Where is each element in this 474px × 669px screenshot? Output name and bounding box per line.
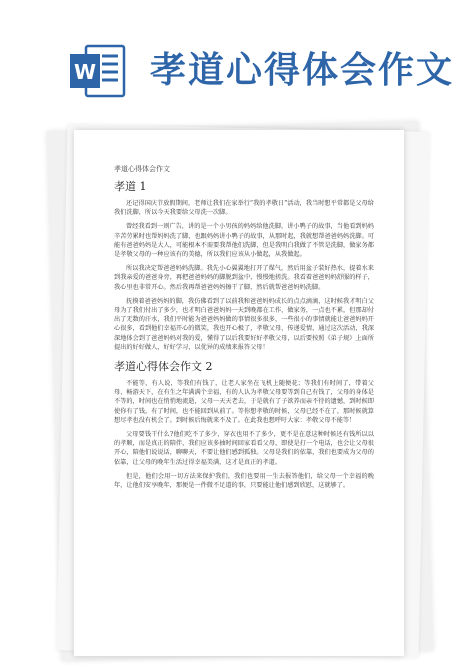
document-header: 孝道心得体会作文: [114, 165, 170, 173]
section-1-paragraph: 所以我决定帮爸爸妈妈洗脚。我先小心翼翼地打开了煤气，然后用盆子装好热水，提着水来到我亲爱的爸爸身旁，再把爸爸妈妈的脚脱到盆中，慢慢地搓洗。我看着爸爸妈妈舒服的样子，我心里也非常开心。然后我再帮爸爸妈妈擦干了脚，然后就帮爸爸妈妈洗脚。: [114, 265, 374, 291]
word-document-icon: [66, 40, 128, 102]
section-2-title: 孝道心得体会作文 2: [114, 360, 213, 374]
section-1-paragraph: 抚摸着爸爸妈妈的脚，我仿佛看到了以前我和爸爸妈妈成长的点点滴滴，这时候我才明白父母为了我们付出了多少，也才明白爸爸妈妈一天到晚都在工作，做家务，一点也不累，但那却付出了无数的汗水，我们平时能为爸爸妈妈做的事情很多很多，一些很小的事情就能让爸爸妈妈开心很多，看到他们幸福开心的微笑，我也开心极了，孝敬父母，传递爱情，通过这次活动，我深深地体会到了爸爸妈妈对我的爱，懂得了以后我要好好孝敬父母，以后要按照《弟子规》上面所提出的好好做人，好好学习，以优异的成绩来报答父母！: [114, 297, 374, 351]
section-1-paragraph: 曾经我看到一则广告，讲的是一个小男孩的妈妈给他洗脚，讲小鸭子的故事，当他看到妈妈辛苦劳累时也帮妈妈洗了脚，也跟妈妈讲小鸭子的故事，从那时起，我就想帮爸爸妈妈洗脚。可能有爸爸妈妈是大人，可能根本不需要我帮他们洗脚，但是我明白我做了不管是洗脚，做家务都是孝敬父母的一种应该有的美德，所以我们应该从小做起，从我做起。: [114, 223, 374, 259]
section-1-title: 孝道 1: [114, 180, 147, 193]
document-page: [74, 130, 404, 656]
header: [0, 0, 474, 120]
section-2-paragraph: 父母要钱干什么?他们吃不了多少，穿衣也用不了多少，更不是在意这种时候还有钱所以以的孝顺，而是真正的陪伴，我们应该多抽时间回家看看父母，即使是打一个电话，也会让父母很开心，陪他们说说话，聊聊天，不要让他们感到孤独。父母是我们的依靠，我们也要成为父母的依靠，让父母的晚年生活过得幸福美满，这才是真正的孝道。: [114, 431, 374, 466]
word-icon-letter: W: [73, 60, 97, 84]
section-1-paragraph: 还记得国庆节放假期间，老师让我们在家举行“我的孝敬日”活动，我当时想平常都是父母给我们洗脚，所以今天我要给父母洗一次脚。: [114, 200, 374, 217]
section-2-paragraph: 不能等，有人说，等我们有钱了，让老人家坐在飞机上随便花；等我们有时间了，带着父母，畅游天下，在有生之年满满个幸福，有的人认为孝敬父母要等到自己有钱了，父母的身体是不等的，时间也在悄悄地流逝，父母一天天老去，于是就有了子欲养而亲不待的遗憾，到时候即使你有了钱，有了时间，也不能回到从前了。等你想孝敬的时候，父母已经不在了，那时候就算想尽孝也没有机会了。到时候后悔就来不及了。在此我也想呼吁大家：孝敬父母不能等！: [114, 380, 374, 424]
page-title: 孝道心得体会作文: [150, 50, 455, 91]
section-2-paragraph: 但是，他们会用一切方法来保护我们，我们也要用一生去报答他们，给父母一个幸福的晚年，让他们安享晚年，那便是一件微不足道的事，只要能让他们感到欣慰，这就够了。: [114, 472, 374, 490]
